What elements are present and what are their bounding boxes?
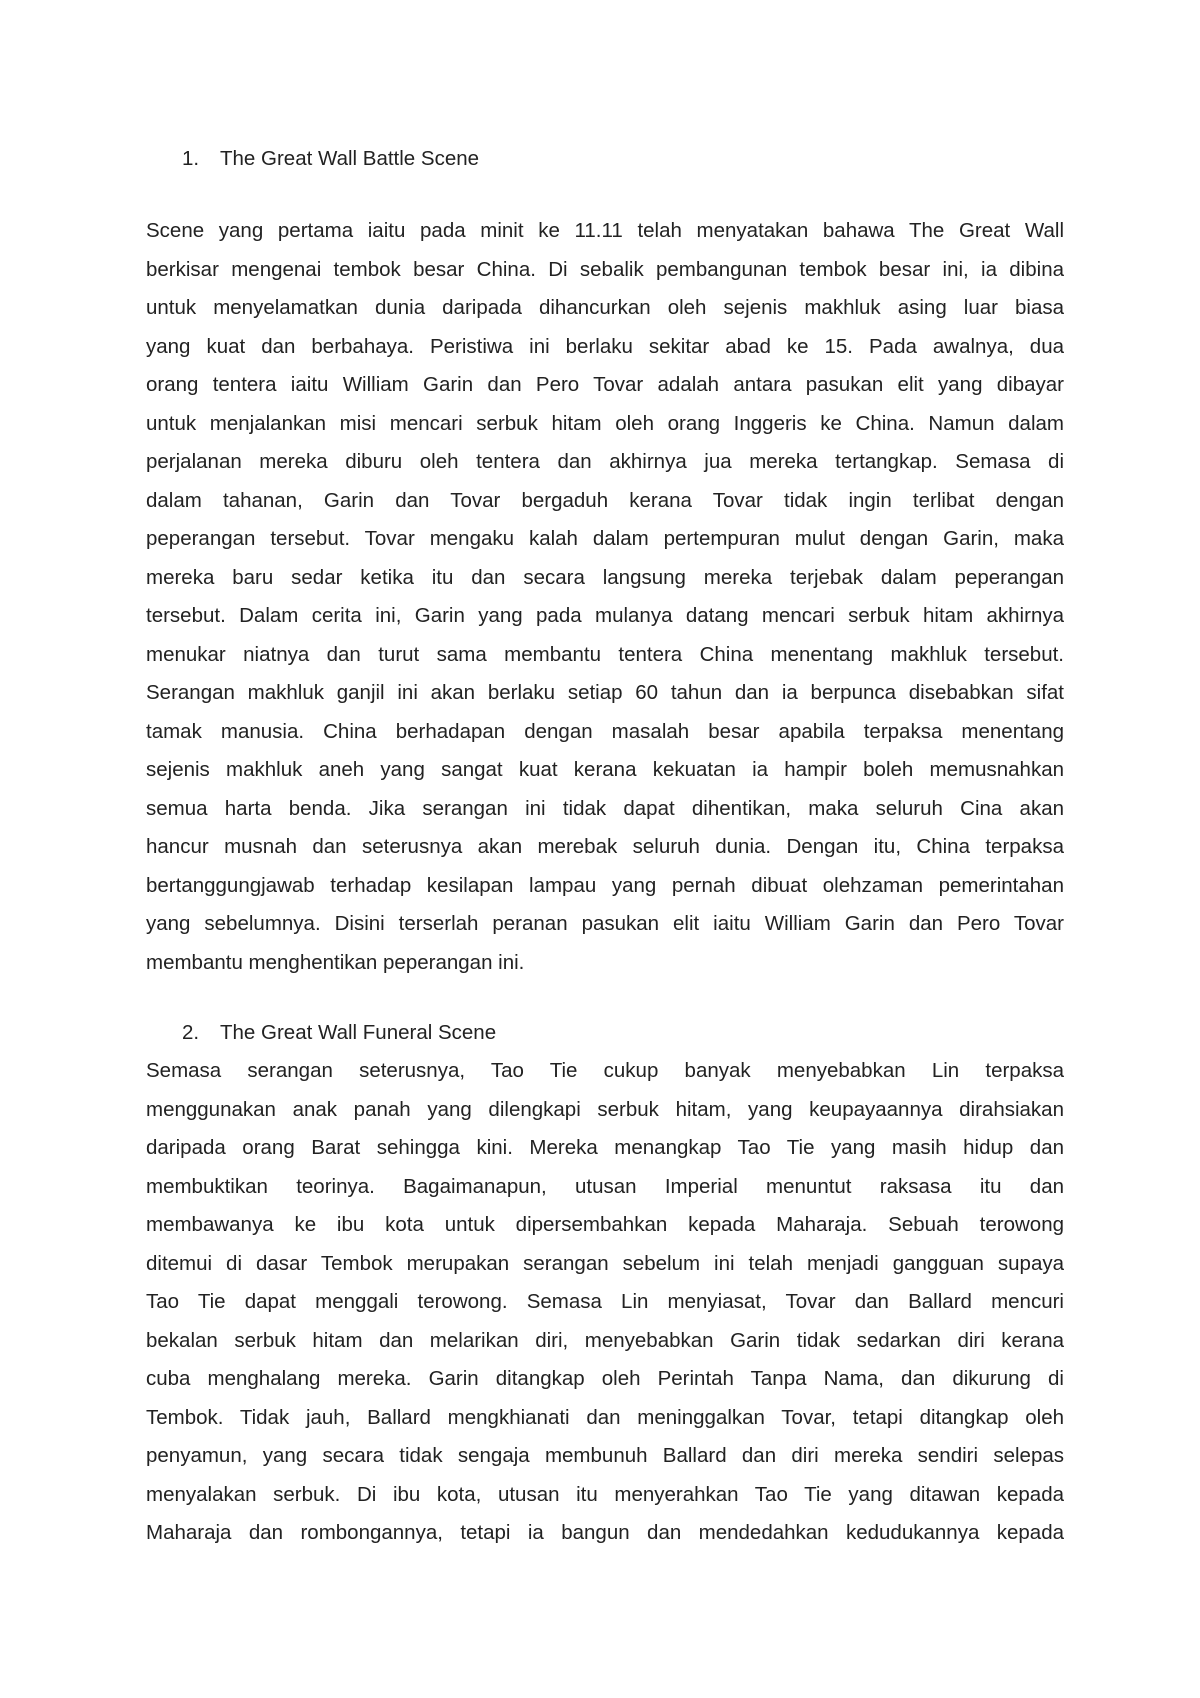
text-line: perjalanan mereka diburu oleh tentera dan akhirnya jua mereka tertangkap. Semasa di [146,450,1064,473]
text-line: tersebut. Dalam cerita ini, Garin yang pada mulanya datang mencari serbuk hitam akhirnya [146,604,1064,627]
section-heading-2 [182,1014,1064,1052]
text-line: semua harta benda. Jika serangan ini tidak dapat dihentikan, maka seluruh Cina akan [146,796,1064,820]
text-line: yang kuat dan berbahaya. Peristiwa ini berlaku sekitar abad ke 15. Pada awalnya, dua [146,334,1064,358]
section-number: 1. [182,147,200,170]
text-line: yang sebelumnya. Disini terserlah peranan pasukan elit iaitu William Garin dan Pero Tovar [146,912,1064,935]
text-line: menggunakan anak panah yang dilengkapi serbuk hitam, yang keupayaannya dirahsiakan [146,1097,1064,1121]
section-heading-1 [182,140,1064,178]
text-line: bekalan serbuk hitam dan melarikan diri, menyebabkan Garin tidak sedarkan diri kerana [146,1328,1064,1352]
text-line: Scene yang pertama iaitu pada minit ke 11.11 telah menyatakan bahawa The Great Wall [146,219,1064,242]
text-line: ditemui di dasar Tembok merupakan serangan sebelum ini telah menjadi gangguan supaya [146,1251,1064,1275]
text-line: membantu menghentikan peperangan ini. [146,950,525,974]
text-line: orang tentera iaitu William Garin dan Pero Tovar adalah antara pasukan elit yang dibayar [146,373,1064,396]
text-line: dalam tahanan, Garin dan Tovar bergaduh kerana Tovar tidak ingin terlibat dengan [146,488,1064,512]
text-line: Serangan makhluk ganjil ini akan berlaku setiap 60 tahun dan ia berpunca disebabkan sifat [146,681,1064,704]
text-line: peperangan tersebut. Tovar mengaku kalah dalam pertempuran mulut dengan Garin, maka [146,527,1064,550]
text-line: cuba menghalang mereka. Garin ditangkap oleh Perintah Tanpa Nama, dan dikurung di [146,1367,1064,1390]
text-line: Maharaja dan rombongannya, tetapi ia bangun dan mendedahkan kedudukannya kepada [146,1521,1064,1544]
section-number: 2. [182,1021,200,1044]
text-line: hancur musnah dan seterusnya akan merebak seluruh dunia. Dengan itu, China terpaksa [146,835,1064,858]
text-line: tamak manusia. China berhadapan dengan masalah besar apabila terpaksa menentang [146,719,1064,743]
text-line: penyamun, yang secara tidak sengaja membunuh Ballard dan diri mereka sendiri selepas [146,1444,1064,1467]
text-line: berkisar mengenai tembok besar China. Di sebalik pembangunan tembok besar ini, ia dibina [146,257,1064,281]
text-line: mereka baru sedar ketika itu dan secara langsung mereka terjebak dalam peperangan [146,565,1064,589]
text-line: Semasa serangan seterusnya, Tao Tie cukup banyak menyebabkan Lin terpaksa [146,1059,1064,1082]
section-title: The Great Wall Battle Scene [220,147,480,170]
section-title: The Great Wall Funeral Scene [220,1021,497,1044]
text-line: Tao Tie dapat menggali terowong. Semasa Lin menyiasat, Tovar dan Ballard mencuri [146,1290,1064,1313]
section-body-1 [146,212,1064,982]
text-line: membuktikan teorinya. Bagaimanapun, utusan Imperial menuntut raksasa itu dan [146,1174,1064,1198]
document-page [146,140,1064,1553]
text-line: sejenis makhluk aneh yang sangat kuat kerana kekuatan ia hampir boleh memusnahkan [146,758,1064,781]
text-line: daripada orang Barat sehingga kini. Mereka menangkap Tao Tie yang masih hidup dan [146,1136,1064,1159]
text-line: menukar niatnya dan turut sama membantu tentera China menentang makhluk tersebut. [146,642,1064,666]
text-line: menyalakan serbuk. Di ibu kota, utusan itu menyerahkan Tao Tie yang ditawan kepada [146,1482,1064,1506]
text-line: membawanya ke ibu kota untuk dipersembahkan kepada Maharaja. Sebuah terowong [146,1213,1064,1236]
text-line: untuk menjalankan misi mencari serbuk hitam oleh orang Inggeris ke China. Namun dalam [146,411,1064,435]
text-line: untuk menyelamatkan dunia daripada dihancurkan oleh sejenis makhluk asing luar biasa [146,296,1064,319]
section-body-2 [146,1052,1064,1553]
text-line: Tembok. Tidak jauh, Ballard mengkhianati dan meninggalkan Tovar, tetapi ditangkap oleh [146,1405,1064,1429]
text-line: bertanggungjawab terhadap kesilapan lampau yang pernah dibuat olehzaman pemerintahan [146,873,1064,897]
